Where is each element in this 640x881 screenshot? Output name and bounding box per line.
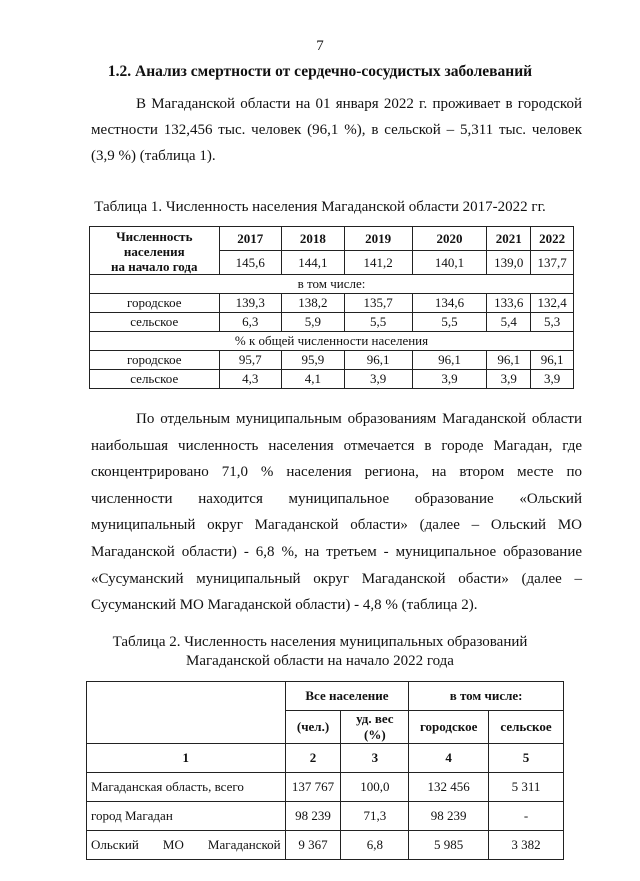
rural-pct-cell: 3,9	[344, 370, 412, 389]
year-header: 2017	[219, 227, 282, 251]
paragraph-population	[91, 91, 582, 169]
paragraph-line: численности находится муниципальное образование «Ольский	[91, 490, 582, 507]
region-name-part: МО	[162, 837, 184, 852]
year-header: 2018	[282, 227, 345, 251]
row-label: городское	[90, 294, 220, 313]
year-header: 2020	[412, 227, 487, 251]
rural-pct-cell: 3,9	[487, 370, 531, 389]
urban-pct-cell: 95,9	[282, 351, 345, 370]
column-number: 3	[341, 744, 409, 773]
people-cell: 137 767	[285, 773, 341, 802]
rural-pct-cell: 3,9	[531, 370, 574, 389]
urban-pct-cell: 96,1	[531, 351, 574, 370]
rural-cell: 5,5	[344, 313, 412, 332]
paragraph-line: (3,9 %) (таблица 1).	[91, 148, 216, 164]
header-urban: городское	[409, 711, 489, 744]
row-header-line: Численность	[116, 229, 193, 244]
share-cell: 71,3	[341, 802, 409, 831]
column-number: 4	[409, 744, 489, 773]
paragraph-line: Сусуманский МО Магаданской области) - 4,8 % (таблица 2).	[91, 597, 478, 614]
header-share: уд. вес (%)	[341, 711, 409, 744]
people-cell: 9 367	[285, 831, 341, 860]
header-people: (чел.)	[285, 711, 341, 744]
urban-cell: 132,4	[531, 294, 574, 313]
rural-cell: 5,3	[531, 313, 574, 332]
row-header-cell	[90, 227, 220, 275]
paragraph-line: Магаданской области) - 6,8 %, на третьем - муниципальное образование	[91, 543, 582, 560]
urban-cell: 132 456	[409, 773, 489, 802]
row-label: городское	[90, 351, 220, 370]
rural-cell: 5,5	[412, 313, 487, 332]
rural-cell: 5,4	[487, 313, 531, 332]
rural-pct-cell: 4,1	[282, 370, 345, 389]
empty-header-cell	[87, 682, 286, 744]
total-cell: 139,0	[487, 251, 531, 275]
row-header-line: на начало года	[111, 259, 198, 274]
paragraph-line: муниципальный округ Магаданской области» (далее – Ольский МО	[91, 517, 582, 534]
section-heading: 1.2. Анализ смертности от сердечно-сосудистых заболеваний	[107, 63, 533, 80]
urban-cell: 135,7	[344, 294, 412, 313]
total-cell: 141,2	[344, 251, 412, 275]
header-including: в том числе:	[409, 682, 564, 711]
year-header: 2021	[487, 227, 531, 251]
rural-pct-cell: 3,9	[412, 370, 487, 389]
column-number: 5	[489, 744, 564, 773]
rural-cell: 5 311	[489, 773, 564, 802]
paragraph-line: По отдельным муниципальным образованиям Магаданской области	[136, 411, 582, 427]
share-cell: 100,0	[341, 773, 409, 802]
table1-caption: Таблица 1. Численность населения Магаданской области 2017-2022 гг.	[94, 199, 546, 215]
urban-cell: 133,6	[487, 294, 531, 313]
rural-cell: 6,3	[219, 313, 282, 332]
row-header-line: населения	[123, 244, 185, 259]
row-label: сельское	[90, 313, 220, 332]
year-header: 2022	[531, 227, 574, 251]
subheading-percent: % к общей численности населения	[90, 332, 574, 351]
urban-pct-cell: 96,1	[487, 351, 531, 370]
urban-pct-cell: 96,1	[344, 351, 412, 370]
table2-municipal	[86, 681, 564, 860]
rural-cell: -	[489, 802, 564, 831]
urban-cell: 139,3	[219, 294, 282, 313]
header-all-population: Все население	[285, 682, 409, 711]
urban-cell: 138,2	[282, 294, 345, 313]
urban-pct-cell: 96,1	[412, 351, 487, 370]
urban-cell: 98 239	[409, 802, 489, 831]
paragraph-municipal	[91, 406, 582, 619]
total-cell: 145,6	[219, 251, 282, 275]
page-number: 7	[316, 38, 324, 54]
people-cell: 98 239	[285, 802, 341, 831]
urban-pct-cell: 95,7	[219, 351, 282, 370]
total-cell: 137,7	[531, 251, 574, 275]
rural-pct-cell: 4,3	[219, 370, 282, 389]
paragraph-line: сконцентрировано 71,0 % населения региона, на втором месте по	[91, 464, 582, 481]
row-label: сельское	[90, 370, 220, 389]
region-name: город Магадан	[87, 802, 286, 831]
column-number: 2	[285, 744, 341, 773]
header-rural: сельское	[489, 711, 564, 744]
table2-caption-line2: Магаданской области на начало 2022 года	[186, 653, 454, 669]
region-name	[87, 831, 286, 860]
paragraph-line: местности 132,456 тыс. человек (96,1 %), в сельской – 5,311 тыс. человек	[91, 122, 582, 138]
paragraph-line: наибольшая численность населения отмечается в городе Магадан, где	[91, 437, 582, 454]
total-cell: 140,1	[412, 251, 487, 275]
table1-population	[89, 226, 574, 389]
urban-cell: 134,6	[412, 294, 487, 313]
paragraph-line: В Магаданской области на 01 января 2022 г. проживает в городской	[136, 96, 582, 112]
share-cell: 6,8	[341, 831, 409, 860]
subheading-including: в том числе:	[90, 275, 574, 294]
urban-cell: 5 985	[409, 831, 489, 860]
paragraph-line: «Сусуманский муниципальный округ Магаданской обасти» (далее –	[91, 570, 582, 587]
rural-cell: 3 382	[489, 831, 564, 860]
rural-cell: 5,9	[282, 313, 345, 332]
year-header: 2019	[344, 227, 412, 251]
region-name: Магаданская область, всего	[87, 773, 286, 802]
total-cell: 144,1	[282, 251, 345, 275]
region-name-part: Магаданской	[207, 837, 281, 852]
column-number: 1	[87, 744, 286, 773]
region-name-part: Ольский	[91, 837, 139, 852]
table2-caption-line1: Таблица 2. Численность населения муниципальных образований	[112, 634, 528, 650]
